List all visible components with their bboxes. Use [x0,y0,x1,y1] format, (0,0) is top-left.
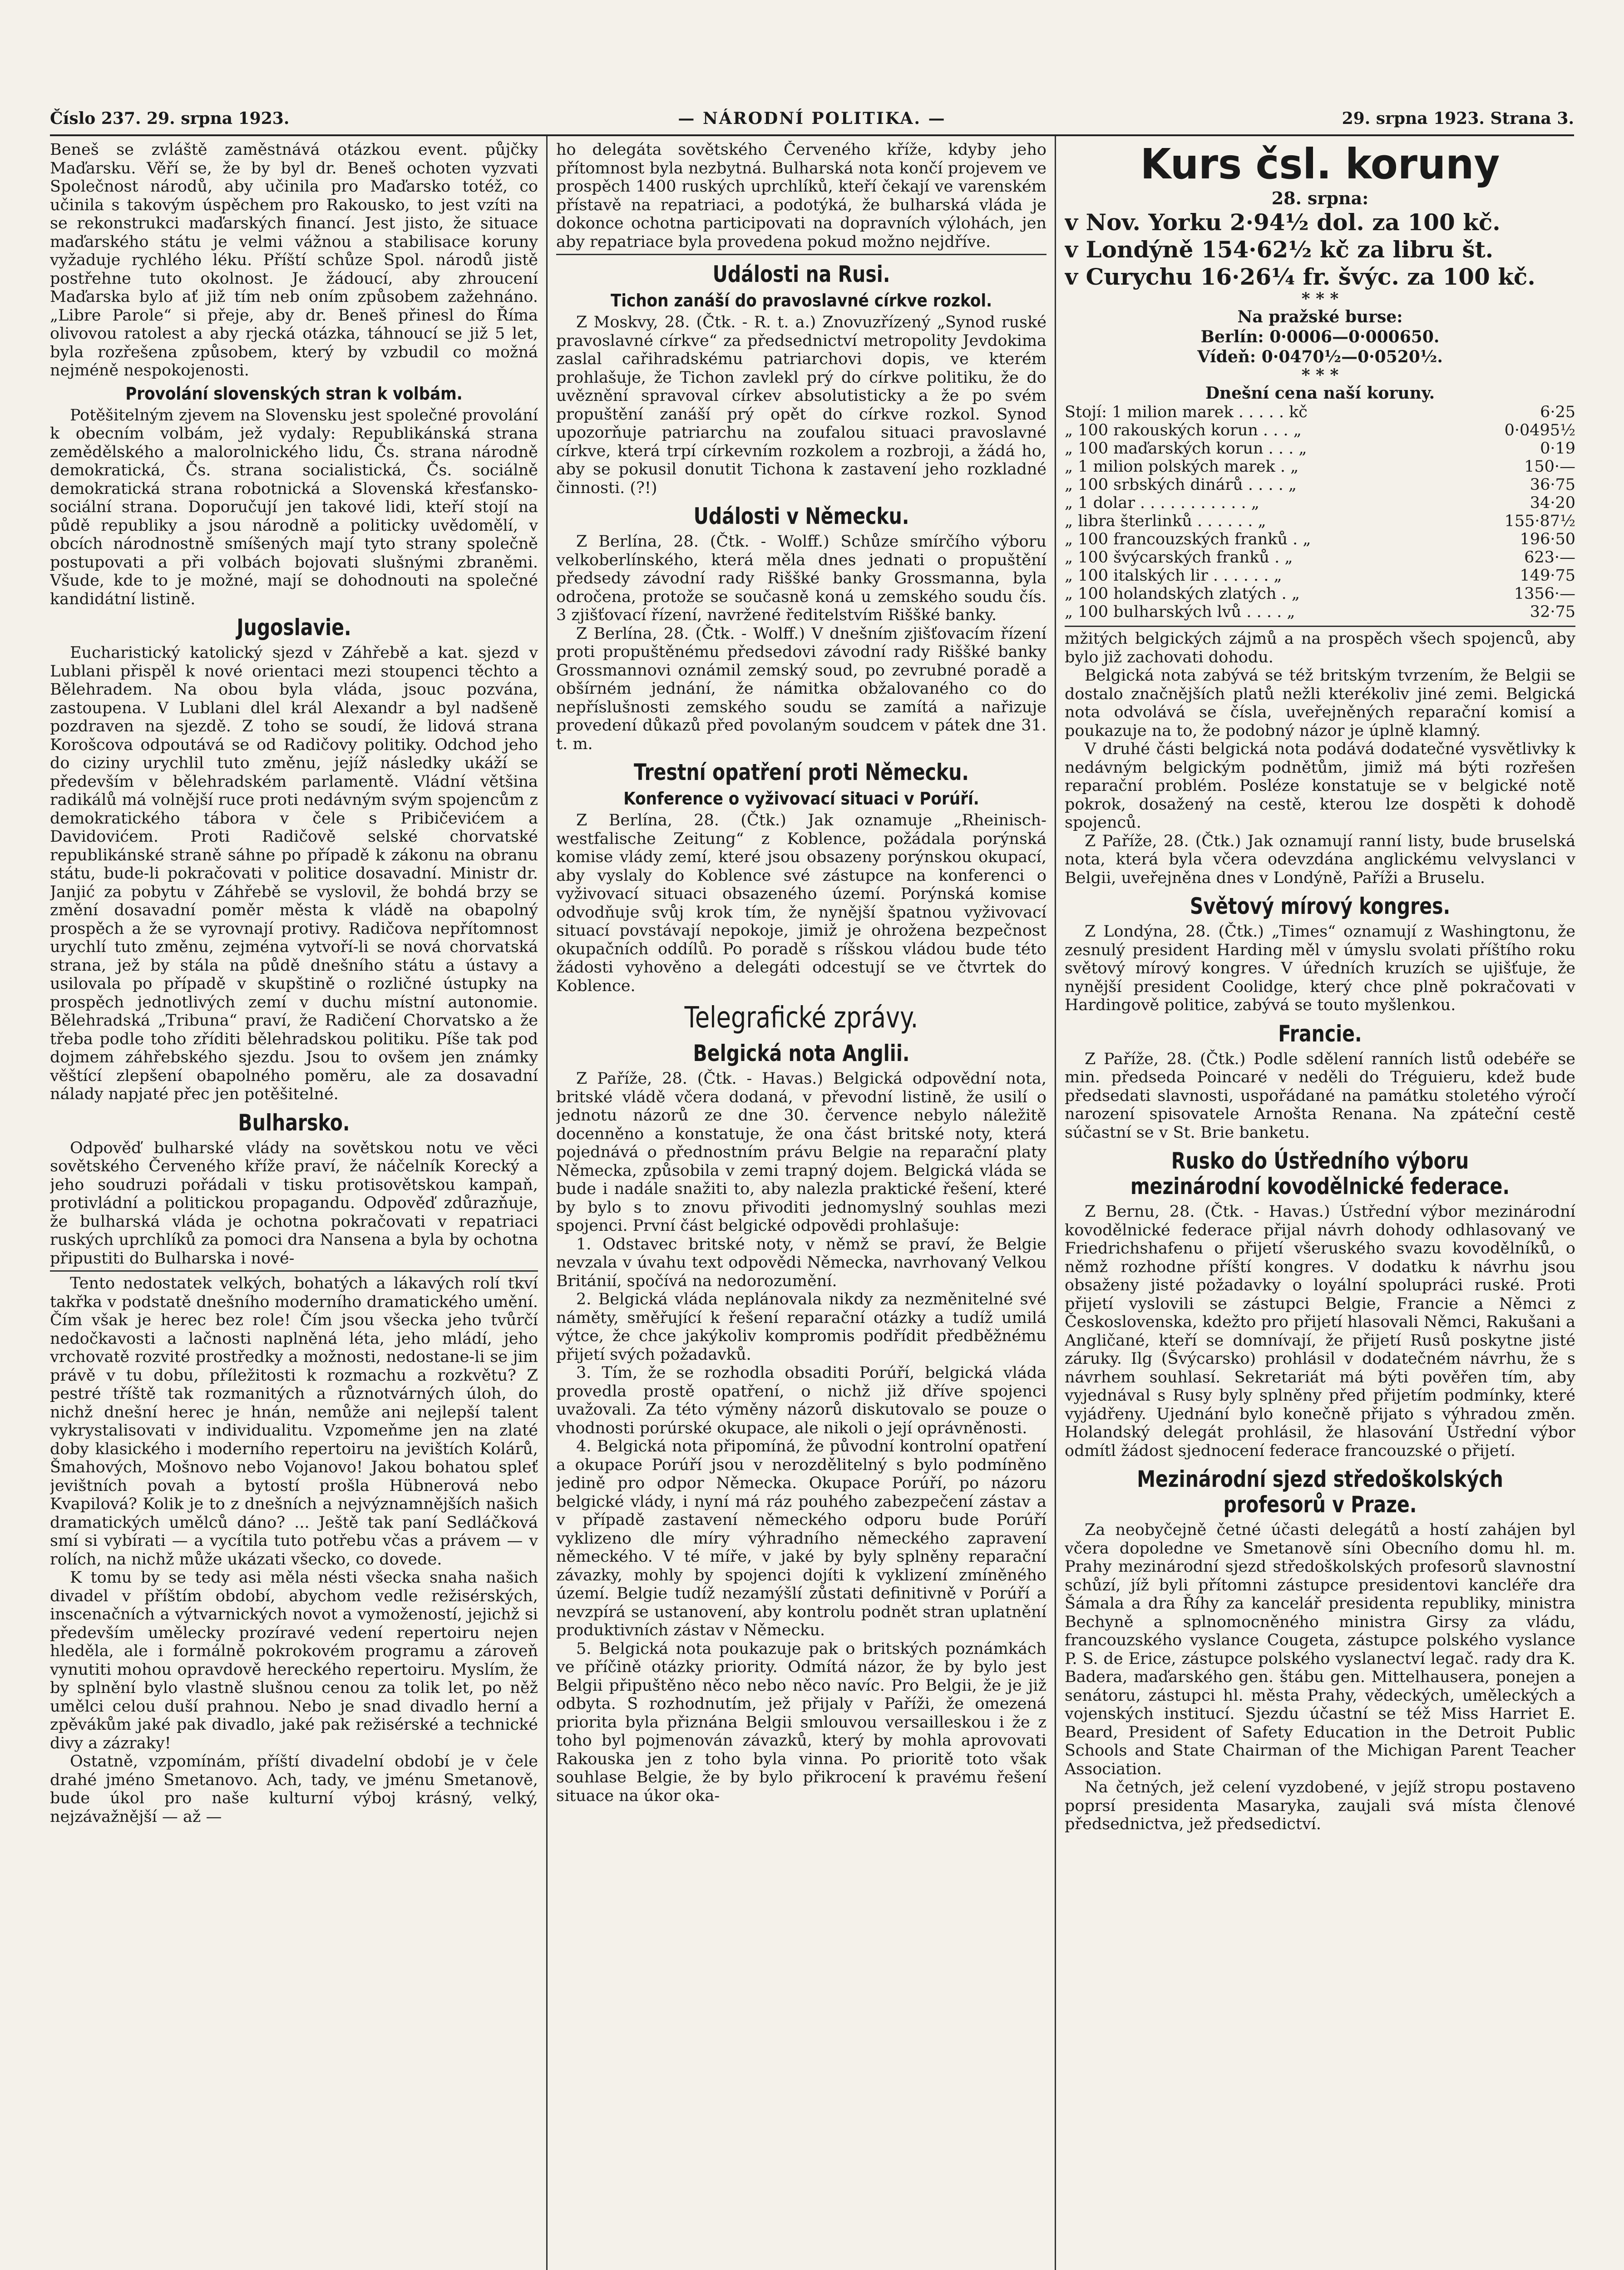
article-paragraph: 5. Belgická nota poukazuje pak o britských poznámkách ve příčině otázky priority. Odmítá názor, že by bylo jest Belgii připuštěno něco nebo něco navíc. Pro Belgii, že je již odbyta. S rozhodnutím, jež přijaly v Paříži, že omezená priorita byla přiznána Belgii smlouvou versailleskou i že z toho byl pojmenován závazků, který by mohla aprovovati Rakouska jen z toho byla vinna. Po prioritě toto však souhlase Belgie, že by bylo přikrocení k pravému řešení situace na úkor oka- [556,1639,1046,1805]
article-paragraph: Z Berlína, 28. (Čtk. - Wolff.) Schůze smírčího výboru velkoberlínského, která měla dnes jednati o propuštění předsedy závodní rady Riššké banky Grossmanna, byla odročena, protože se současně koná u zemského soudu čís. 3 zjišťovací řízení, navržené ředitelstvím Riššké banky. [556,533,1046,624]
article-paragraph: Na četných, jež celení vyzdobené, v jejíž stropu postaveno poprsí presidenta Masaryka, zaujali svá místa členové předsednictva, jež předsedictví. [1065,1778,1575,1833]
rate-label: „ 1 dolar . . . . . . . . . . . „ [1065,494,1259,512]
rate-row [1065,458,1575,476]
article-paragraph: V druhé části belgická nota podává dodatečné vysvětlivky k nedávným belgickým podnětům, jimiž má býti rozřešen reparační problém. Posléze konstatuje se v belgické notě pokrok, dosažený na cestě, kterou lze dospěti k dohodě spojenců. [1065,740,1575,832]
rate-label: „ 100 francouzských franků . „ [1065,530,1311,548]
header-rule [50,134,1574,136]
rate-row [1065,421,1575,439]
rate-value: 6·25 [1540,403,1575,421]
price-title: Dnešní cena naší koruny. [1205,384,1435,403]
rate-label: Stojí: 1 milion marek . . . . . kč [1065,403,1308,421]
article-paragraph: 4. Belgická nota připomíná, že původní kontrolní opatření a okupace Porúří jsou v nerozdělitelný s bylo podmíněno jedině pro odpor Německa. Okupace Porúří, po názoru belgické vlády, i nyní má ráz pouhého zabezpečení zástav a v případě zastavení německého odporu bude Porúří vyklizeno dle míry výhradního německého zapravení německého. V té míře, v jaké by byly splněny reparační závazky, mohly by spojenci dojíti k vyklizení zmíněného území. Belgie tudíž nezamýšlí zůstati definitivně v Porúří a nevzpírá se ustanovení, aby kontrolu podnět stran uplatnění produktivních zástav v Německu. [556,1437,1046,1639]
feuilleton-paragraph: Ostatně, vzpomínám, příští divadelní období je v čele drahé jméno Smetanovo. Ach, tady, ve jménu Smetanově, bude úkol pro naše kulturní výboj krásný, velký, nejzávažnější — až — [50,1752,538,1826]
feuilleton-paragraph: K tomu by se tedy asi měla nésti všecka snaha našich divadel v příštím období, abychom vedle režisérských, inscenačních a výtvarnických novot a vymožeností, jejichž si především umělecky prozíravé vedení repertoiru nejen hleděla, ale i formálně pokrokovém programu a zároveň vynutiti mohou opravdově hereckého repertoiru. Myslím, že by splnění bylo vlastně slušnou cenou za tolik let, po něž umělci celou duší prahnou. Nebo je snad divadlo herní a zpěvákům jaké pak divadlo, jaké pak režisérské a technické divy a zázraky! [50,1569,538,1752]
stars-separator: * * * [1301,289,1339,308]
rate-row [1065,512,1575,530]
rate-label: „ 100 italských lir . . . . . . „ [1065,567,1282,585]
column-3 [1065,141,1575,2270]
subheadline: Tichon zanáší do pravoslavné církve rozkol. [610,291,992,311]
article-paragraph: Z Paříže, 28. (Čtk. - Havas.) Belgická odpovědní nota, britské vládě včera dodaná, v převodní listině, že usilí o jednotu názorů ze dne 30. července nebylo náležitě docenněno a konstatuje, že ona část britské noty, která pojednává o přednostním právu Belgie na reparační platy Německa, způsobila v zemi trapný dojem. Belgická vláda se bude i nadále snažiti to, aby nalezla praktické řešení, které by bylo s to znovu přivoditi jednomyslný souhlas mezi spojenci. První část belgické odpovědi prohlašuje: [556,1070,1046,1235]
burse-vienna: Vídeň: 0·0470½—0·0520½. [1197,347,1443,366]
rate-label: „ libra šterlinků . . . . . . „ [1065,512,1266,530]
headline: Bulharsko. [238,1109,350,1136]
headline: Provolání slovenských stran k volbám. [125,383,463,404]
article-paragraph: Beneš se zvláště zaměstnává otázkou event. půjčky Maďarsku. Věří se, že by byl dr. Beneš ochoten vyzvati Společnost národů, aby učinila pro Maďarsko totéž, co učinila s takovým úspěchem pro Rakousko, to jest vzíti na se rekonstrukci maďarských financí. Jest jisto, že situace maďarského státu je velmi vážnou a stabilisace koruny vyžaduje rychlého léku. Příští schůze Spol. národů jistě postřehne tuto okolnost. Je žádoucí, aby zhroucení Maďarska bylo ať již tím neb oním způsobem zažehnáno. „Libre Parole“ si přeje, aby dr. Beneš přinesl do Říma olivovou ratolest a aby rjecká otázka, táhnoucí se již 5 let, byla rozřešena způsobem, který by vzbudil co možná nejméně nespokojenosti. [50,141,538,380]
page-header [50,109,1574,136]
headline: Telegrafické zprávy. [684,1001,918,1035]
rate-label: „ 100 rakouských korun . . . „ [1065,421,1302,439]
rate-label: „ 100 maďarských korun . . . „ [1065,439,1307,458]
rate-row [1065,567,1575,585]
article-paragraph: Z Bernu, 28. (Čtk. - Havas.) Ústřední výbor mezinárodní kovodělnické federace přijal návrh dohody odhlasovaný ve Friedrichshafenu o přijetí všeruského svazu kovodělníků, o němž rozhodne příští kongres. V dodatku k návrhu jsou obsaženy jisté požadavky o loyální spolupráci ruské. Proti přijetí vyslovili se zástupci Belgie, Francie a Němci z Československa, kdežto pro přijetí hlasovali Němci, Rakušani a Angličané, kteří se domnívají, že přijetí Rusů poskytne jisté záruky. Ilg (Švýcarsko) prohlásil v dodatečném návrhu, že s návrhem souhlasí. Sekretariát má býti pověřen tím, aby vyjednával s Rusy byly splněny před přijetím podmínky, které vyjádřeny. Ujednání bylo konečně přijato s výhradou změn. Holandský delegát prohlásil, že hlasování Ústřední výbor odmítl žádost sjednocení federace francouzské o přijetí. [1065,1203,1575,1460]
article-paragraph: ho delegáta sovětského Červeného kříže, kdyby jeho přítomnost byla nezbytná. Bulharská nota končí projevem ve prospěch 1400 ruských uprchlíků, kteří čekají ve varenském přístavě na repatriaci, a podotýká, že bulharská vláda je dokonce ochotna participovati na dopravních výlohách, jen aby repatriace byla provedena pokud možno nejdříve. [556,141,1046,251]
article-paragraph: mžitých belgických zájmů a na prospěch všech spojenců, aby bylo již zachovati dohodu. [1065,630,1575,666]
rate-value: 150·— [1524,458,1575,476]
section-divider [50,1270,538,1272]
column-divider [546,136,548,2270]
column-1 [50,141,538,2270]
rate-value: 36·75 [1530,476,1575,494]
rate-row [1065,585,1575,603]
rate-value: 149·75 [1520,567,1575,585]
article-paragraph: Z Londýna, 28. (Čtk.) „Times“ oznamují z Washingtonu, že zesnulý president Harding měl v úmyslu svolati příštího roku světový mírový kongres. V úředních kruzích se ujišťuje, že nynější president Coolidge, který chce plně pokračovati v Hardingově politice, zabývá se touto myšlenkou. [1065,923,1575,1014]
subheadline: Konference o vyživovací situaci v Porúří. [623,789,979,809]
subheadline: Belgická nota Anglii. [693,1040,910,1066]
rate-label: „ 100 holandských zlatých . „ [1065,585,1300,603]
article-paragraph: Potěšitelným zjevem na Slovensku jest společné provolání k obecním volbám, jež vydaly: Republikánská strana zemědělského a malorolnického lidu, Čs. strana národně demokratická, Čs. strana socialistická, Čs. sociálně demokratická strana robotnická a Slovenská křesťansko-sociální strana. Doporučují jen takové lidi, kteří stojí na půdě republiky a jsou národně a politicky uvědomělí, v obcích národnostně smíšených mají tyto strany společně postupovati a při volbách bojovati slušnými zbraněmi. Všude, kde to je možné, mají se dohodnouti na společné kandidátní listině. [50,406,538,608]
currency-title: Kurs čsl. koruny [1140,141,1500,188]
article-paragraph: Z Moskvy, 28. (Čtk. - R. t. a.) Znovuzřízený „Synod ruské pravoslavné církve“ za předsednictví metropolity Jevdokima zaslal cařihradskému patriarchovi dopis, ve kterém prohlašuje, že Tichon zavlekl prý do církve politiku, že do uvěznění spravoval církev absolutisticky a že po svém propuštění zanáší prý opět do církve rozkol. Synod upozorňuje patriarchu na zoufalou situaci pravoslavné církve, která trpí církevním rozkolem a rozbroji, a žádá ho, aby se pokusil donutit Tichona k zastavení jeho rozkladné činnosti. (?!) [556,313,1046,497]
feuilleton-paragraph: Tento nedostatek velkých, bohatých a lákavých rolí tkví takřka v podstatě dnešního moderního dramatického umění. Čím však je herec bez role! Čím jsou všecka jeho tvůrčí nedočkavosti a lačnosti naplněná léta, jeho mládí, jeho vrchovatě rozvité prostředky a možnosti, nedostane-li se jim právě v tu dobu, příležitosti k rozmachu a rozkvětu? Z pestré tříště tak rozmanitých a různotvárných úloh, do nichž dnešní herec je hnán, nemůže ani nejlepší talent vykrystalisovati v individualitu. Vzpomeňme jen na zlaté doby klasického i moderního repertoiru na jevištích Kolárů, Šmahových, Mošnovo nebo Vojanovo! Jakou bohatou spleť jevištních povah a bytostí prošla Hübnerová nebo Kvapilová? Kolik je to z dnešních a nejvýznamnějších našich dramatických umělců dáno? ... Ještě tak paní Sedláčková smí si vybírati — a vycítila tuto potřebu včas a právem — v rolích, na nichž může ukázati všecko, co dovede. [50,1274,538,1569]
column-divider [1055,136,1056,2270]
article-paragraph: Z Paříže, 28. (Čtk.) Jak oznamují ranní listy, bude bruselská nota, která byla včera odevzdána anglickému velvyslanci v Belgii, uveřejněna dnes v Londýně, Paříži a Bruselu. [1065,832,1575,887]
rate-value: 196·50 [1520,530,1575,548]
rate-value: 0·19 [1540,439,1575,458]
rate-label: „ 100 švýcarských franků . „ [1065,548,1293,567]
burse-title: Na pražské burse: [1237,307,1403,326]
rate-value: 32·75 [1530,603,1575,621]
rate-label: „ 100 srbských dinárů . . . . „ [1065,476,1297,494]
rate-value: 155·87½ [1504,512,1575,530]
headline: Světový mírový kongres. [1190,893,1451,919]
stars-separator: * * * [1301,365,1339,385]
rate-value: 34·20 [1530,494,1575,512]
headline: Rusko do Ústředního výboru mezinárodní kovodělnické federace. [1130,1148,1510,1199]
column-2 [556,141,1046,2270]
rate-row [1065,494,1575,512]
headline: Trestní opatření proti Německu. [634,759,969,785]
article-paragraph: Za neobyčejně četné účasti delegátů a hostí zahájen byl včera dopoledne ve Smetanově síni Obecního domu hl. m. Prahy mezinárodní sjezd středoškolských profesorů slavnostní schůzí, jíž byli přítomni zástupce presidentovi kancléře dra Šámala a dra Říhy za kancelář presidenta republiky, ministra Bechyně a splnomocněného ministra Girsy za vládu, francouzského vyslance Cougeta, zástupce polského vyslance P. S. de Erice, zástupce polského vyslanectví legač. rady dra K. Badera, maďarského gen. štábu gen. Mittelhausera, ponejen a senátoru, zástupci hl. města Prahy, vědeckých, uměleckých a vojenských institucí. Sjezdu účastní se též Miss Harriet E. Beard, President of Safety Education in the Detroit Public Schools and State Chairman of the Michigan Parent Teacher Association. [1065,1521,1575,1778]
rate-row [1065,530,1575,548]
headline: Francie. [1278,1020,1362,1047]
headline: Události v Německu. [693,503,909,529]
page-number: 29. srpna 1923. Strana 3. [1342,109,1574,128]
section-divider [556,254,1046,255]
rate-row [1065,476,1575,494]
rate-value: 0·0495½ [1504,421,1575,439]
currency-box [1065,141,1575,621]
article-paragraph: Eucharistický katolický sjezd v Záhřebě a kat. sjezd v Lublani přispěl k nové orientaci mezi stoupenci těchto a Bělehradem. Na obou byla vláda, jsouc pozvána, zastoupena. V Lublani dlel král Alexandr a byl nadšeně pozdraven na sjezdě. Z toho se soudí, že lidová strana Korošcova odpoutává se od Radičovy politiky. Odchod jeho do ciziny urychlil tuto změnu, jejíž následky ukáží se především v bělehradském parlamentě. Vládní většina radikálů má volnější ruce proti nedávným svým spojencům z demokratického tábora v čele s Pribičevićem a Davidovićem. Proti Radičově selské chorvatské republikánské straně sáhne po případě k zákonu na obranu státu, bude-li pokračovati v politice dosavadní. Ministr dr. Janjić za pobytu v Záhřebě se vyslovil, že bohdá brzy se změní dosavadní poměr města k vládě na obapolný prospěch a že se vyrovnají protivy. Radičova nepřítomnost urychlí tuto změnu, zejména vytvoří-li se nová chorvatská strana, jež by stála na půdě dnešního státu a ústavy a usilovala po případě v skupštině o rozličné ústupky na prospěch jednotlivých zemí v duchu místní autonomie. Bělehradská „Tribuna“ praví, že Radičení Chorvatsko a že třeba podle toho zříditi bělehradskou politiku. Píše tak pod dojmem záhřebského sjezdu. Jsou to ovšem jen známky věštící zlepšení obapolného poměru, ale za dosavadní nálady napjaté přec jen potěšitelné. [50,644,538,1103]
rate-row [1065,548,1575,567]
rate-zurich: v Curychu 16·26¼ fr. švýc. za 100 kč. [1065,263,1535,290]
headline: Události na Rusi. [712,261,890,287]
issue-number: Číslo 237. 29. srpna 1923. [50,109,290,128]
article-paragraph: Z Paříže, 28. (Čtk.) Podle sdělení ranních listů odebéře se min. předseda Poincaré v neděli do Tréguieru, kdež bude předsedati slavnosti, uspořádané na památku stoletého výročí narození spisovatele Arnošta Renana. Na zpáteční cestě súčastní se v St. Brie banketu. [1065,1050,1575,1142]
section-divider [1065,626,1575,627]
rate-label: „ 1 milion polských marek . „ [1065,458,1299,476]
burse-berlin: Berlín: 0·0006—0·000650. [1200,327,1440,346]
rate-value: 623·— [1524,548,1575,567]
article-paragraph: 3. Tím, že se rozhodla obsaditi Porúří, belgická vláda provedla prostě opatření, o nichž již dříve spojenci uvažovali. Za této výměny názorů diskutovalo se pouze o vhodnosti porúrské okupace, ale nikoli o její oprávněnosti. [556,1364,1046,1437]
rate-value: 1356·— [1514,585,1575,603]
currency-date: 28. srpna: [1271,188,1369,208]
article-paragraph: Odpověď bulharské vlády na sovětskou notu ve věci sovětského Červeného kříže praví, že náčelník Korecký a jeho soudruzi pořádali v tisku protisovětskou kampaň, protivládní a politickou propagandu. Odpověď zdůrazňuje, že bulharská vláda je ochotna pokračovati v repatriaci ruských uprchlíků za pomoci dra Nansena a byla by ochotna připustiti do Bulharska i nové- [50,1139,538,1268]
article-paragraph: Z Berlína, 28. (Čtk.) Jak oznamuje „Rheinisch-westfalische Zeitung“ z Koblence, požádala porýnská komise vlády zemí, které jsou obsazeny porýnskou okupací, aby vyslaly do Koblence své zástupce na konferenci o vyživovací situaci obsazeného území. Porýnská komise odvodňuje svůj krok tím, že nynější špatnou vyživovací situací povstávají nepokoje, jimiž je ohrožena bezpečnost okupačních oddílů. Po poradě s ríšskou vládou bude této žádosti vyhověno a delegáti odcestují se ve čtvrtek do Koblence. [556,811,1046,995]
article-paragraph: 2. Belgická vláda neplánovala nikdy za nezměnitelné své náměty, směřující k řešení reparační otázky a tudíž umilá výtce, že chce jakýkoliv kompromis podřídit předběžnému přijetí svých požadavků. [556,1290,1046,1364]
article-paragraph: Z Berlína, 28. (Čtk. - Wolff.) V dnešním zjišťovacím řízení proti propuštěnému předsedovi závodní rady Riššké banky Grossmannovi oznámil zemský soud, po zevrubné poradě a obšírném jednání, že námitka obžalovaného co do nepříslušnosti zemského soudu se zamítá a nařizuje provedení důkazů před povolaným soudcem v pátek dne 31. t. m. [556,624,1046,753]
rate-row [1065,439,1575,458]
rate-row [1065,603,1575,621]
rates-table [1065,403,1575,621]
rate-label: „ 100 bulharských lvů . . . . „ [1065,603,1295,621]
rate-london: v Londýně 154·62½ kč za libru št. [1065,236,1494,263]
rate-row [1065,403,1575,421]
article-paragraph: Belgická nota zabývá se též britským tvrzením, že Belgii se dostalo značnějších platů nežli kterékoliv jiné zemi. Belgická nota odvolává se čísla, uveřejněných reparační komisí a poukazuje na to, že podobný názor je úplně klamný. [1065,666,1575,740]
masthead: — NÁRODNÍ POLITIKA. — [678,109,946,128]
headline: Mezinárodní sjezd středoškolských profesorů v Praze. [1137,1466,1503,1518]
headline: Jugoslavie. [237,614,351,641]
article-paragraph: 1. Odstavec britské noty, v němž se praví, že Belgie nevzala v úvahu text odpovědi Německa, navrhovaný Velkou Británií, spočívá na nedorozumění. [556,1235,1046,1290]
rate-new-york: v Nov. Yorku 2·94½ dol. za 100 kč. [1065,209,1501,236]
